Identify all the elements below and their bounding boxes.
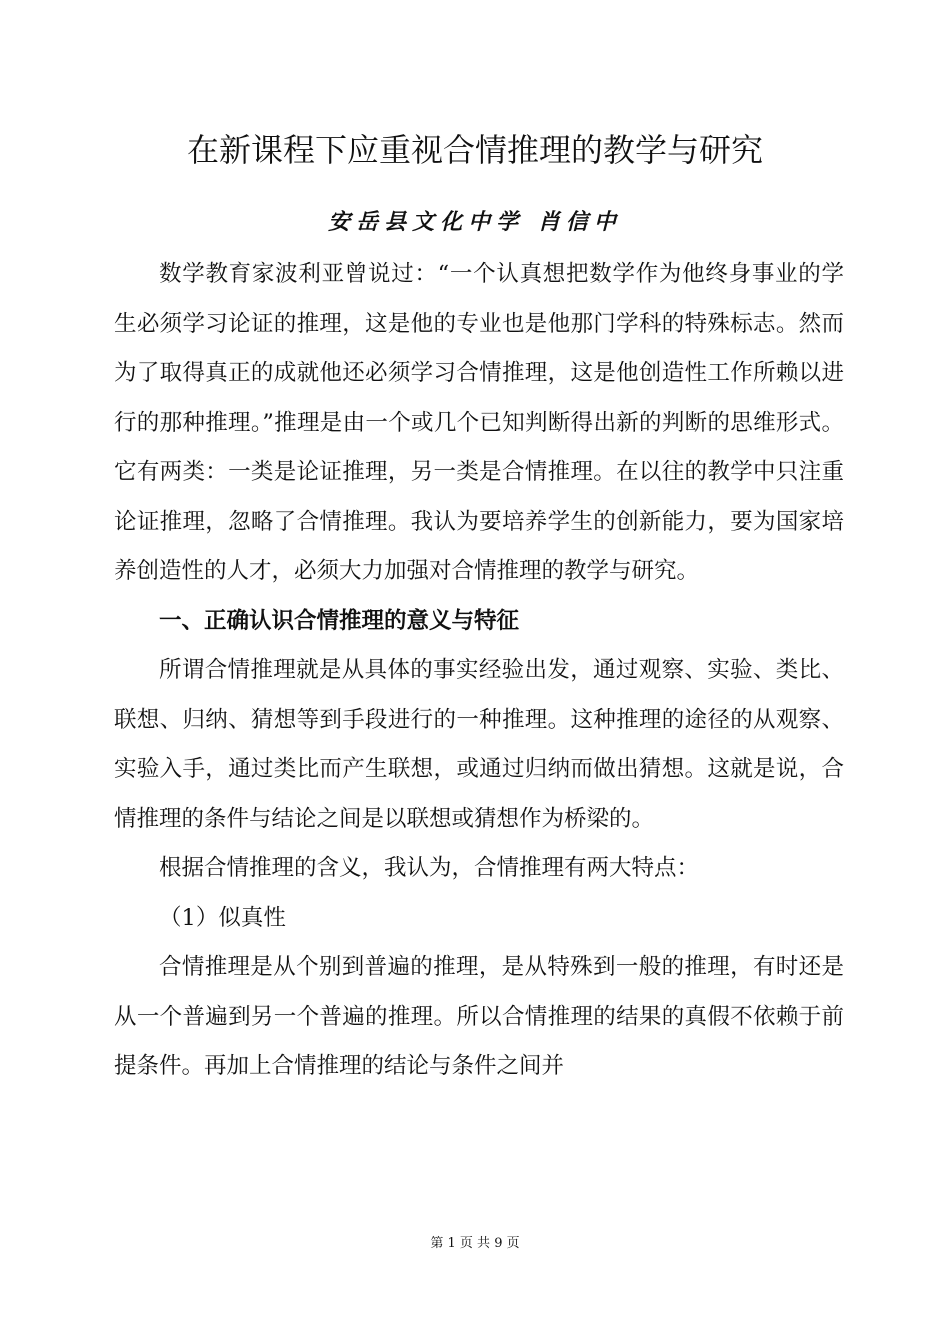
author-line: 安岳县文化中学 肖信中 [328, 209, 622, 235]
section-heading: 一、正确认识合情推理的意义与特征 [159, 607, 520, 634]
features-intro-paragraph: 根据合情推理的含义，我认为，合情推理有两大特点： [159, 855, 700, 881]
definition-paragraph: 所谓合情推理就是从具体的事实经验出发，通过观察、实验、类比、联想、归纳、猜想等到手段进行的一种推理。这种推理的途径的从观察、实验入手，通过类比而产生联想，或通过归纳而做出猜想。这就是说，合情推理的条件与结论之间是以联想或猜想作为桥梁的。 [114, 657, 844, 832]
page-footer: 第 1 页 共 9 页 [430, 1236, 520, 1251]
body-text [114, 250, 844, 1092]
feature-paragraph: 合情推理是从个别到普遍的推理，是从特殊到一般的推理，有时还是从一个普遍到另一个普遍的推理。所以合情推理的结果的真假不依赖于前提条件。再加上合情推理的结论与条件之间并 [114, 954, 844, 1079]
document-title: 在新课程下应重视合情推理的教学与研究 [186, 131, 763, 169]
feature-heading: （1）似真性 [159, 904, 286, 931]
intro-paragraph: 数学教育家波利亚曾说过：“一个认真想把数学作为他终身事业的学生必须学习论证的推理，这是他的专业也是他那门学科的特殊标志。然而为了取得真正的成就他还必须学习合情推理，这是他创造性工作所赖以进行的那种推理。”推理是由一个或几个已知判断得出新的判断的思维形式。它有两类：一类是论证推理，另一类是合情推理。在以往的教学中只注重论证推理，忽略了合情推理。我认为要培养学生的创新能力，要为国家培养创造性的人才，必须大力加强对合情推理的教学与研究。 [114, 261, 844, 584]
